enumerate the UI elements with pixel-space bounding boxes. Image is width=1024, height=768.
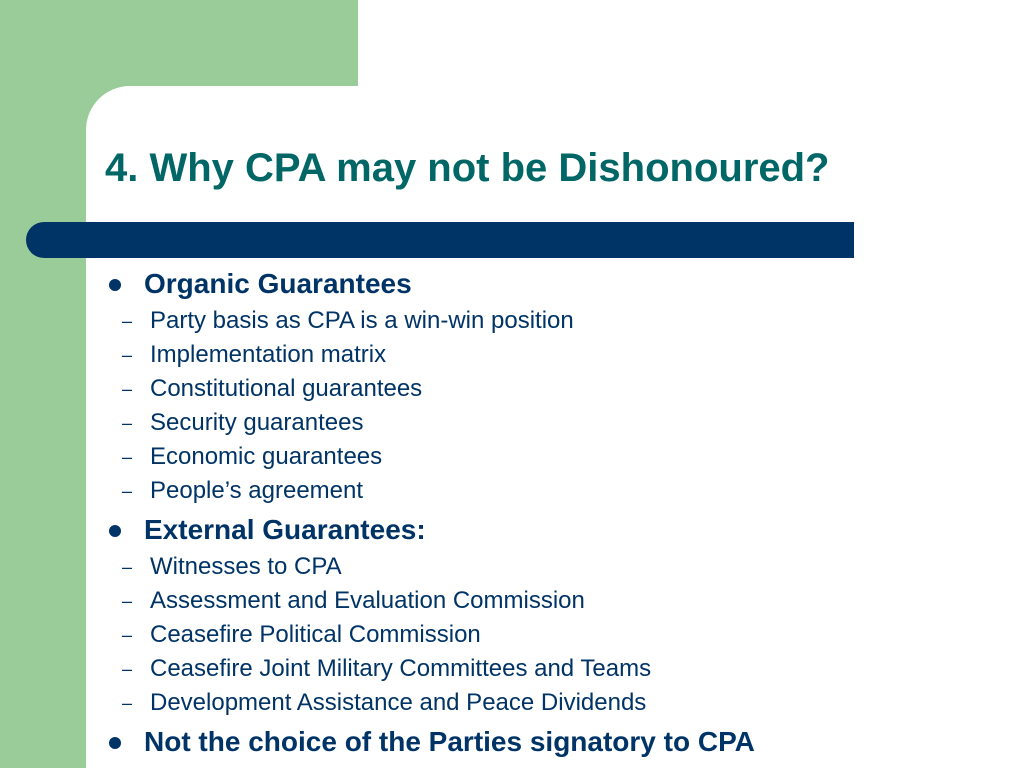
sub-bullet-label: Party basis as CPA is a win-win position — [150, 307, 574, 334]
title-divider-bar — [26, 222, 854, 258]
bullet-item — [106, 510, 1006, 550]
sub-bullet-item — [106, 338, 1006, 372]
bullet-dot-icon — [109, 525, 121, 537]
dash-icon: – — [122, 311, 133, 331]
sub-bullet-list — [106, 304, 1006, 508]
bullet-label: Organic Guarantees — [144, 268, 412, 299]
bullet-list — [106, 264, 1006, 762]
sub-bullet-label: Ceasefire Joint Military Committees and Teams — [150, 655, 652, 682]
bullet-item — [106, 264, 1006, 304]
bullet-group — [106, 510, 1006, 720]
bullet-dot-icon — [109, 737, 121, 749]
sub-bullet-item — [106, 550, 1006, 584]
sub-bullet-item — [106, 618, 1006, 652]
sub-bullet-label: Economic guarantees — [150, 443, 383, 470]
sub-bullet-list — [106, 550, 1006, 720]
bullet-group — [106, 264, 1006, 508]
dash-icon: – — [122, 625, 133, 645]
dash-icon: – — [122, 481, 133, 501]
sub-bullet-item — [106, 304, 1006, 338]
sub-bullet-item — [106, 686, 1006, 720]
sub-bullet-item — [106, 474, 1006, 508]
bullet-label: External Guarantees: — [144, 514, 426, 545]
dash-icon: – — [122, 413, 133, 433]
sub-bullet-label: People’s agreement — [150, 477, 364, 504]
sub-bullet-label: Implementation matrix — [150, 341, 387, 368]
sub-bullet-label: Development Assistance and Peace Dividends — [150, 689, 647, 716]
dash-icon: – — [122, 557, 133, 577]
sub-bullet-item — [106, 406, 1006, 440]
sub-bullet-item — [106, 584, 1006, 618]
sub-bullet-label: Ceasefire Political Commission — [150, 621, 481, 648]
bullet-label: Not the choice of the Parties signatory to CPA — [144, 726, 755, 757]
sub-bullet-label: Constitutional guarantees — [150, 375, 423, 402]
bullet-item — [106, 722, 1006, 762]
bullet-dot-icon — [109, 279, 121, 291]
dash-icon: – — [122, 591, 133, 611]
slide-title: 4. Why CPA may not be Dishonoured? — [105, 146, 830, 190]
dash-icon: – — [122, 693, 133, 713]
sub-bullet-label: Witnesses to CPA — [150, 553, 342, 580]
dash-icon: – — [122, 659, 133, 679]
dash-icon: – — [122, 379, 133, 399]
sub-bullet-item — [106, 372, 1006, 406]
sub-bullet-label: Assessment and Evaluation Commission — [150, 587, 585, 614]
bullet-group — [106, 722, 1006, 762]
dash-icon: – — [122, 345, 133, 365]
sub-bullet-item — [106, 440, 1006, 474]
dash-icon: – — [122, 447, 133, 467]
sub-bullet-label: Security guarantees — [150, 409, 364, 436]
sub-bullet-item — [106, 652, 1006, 686]
